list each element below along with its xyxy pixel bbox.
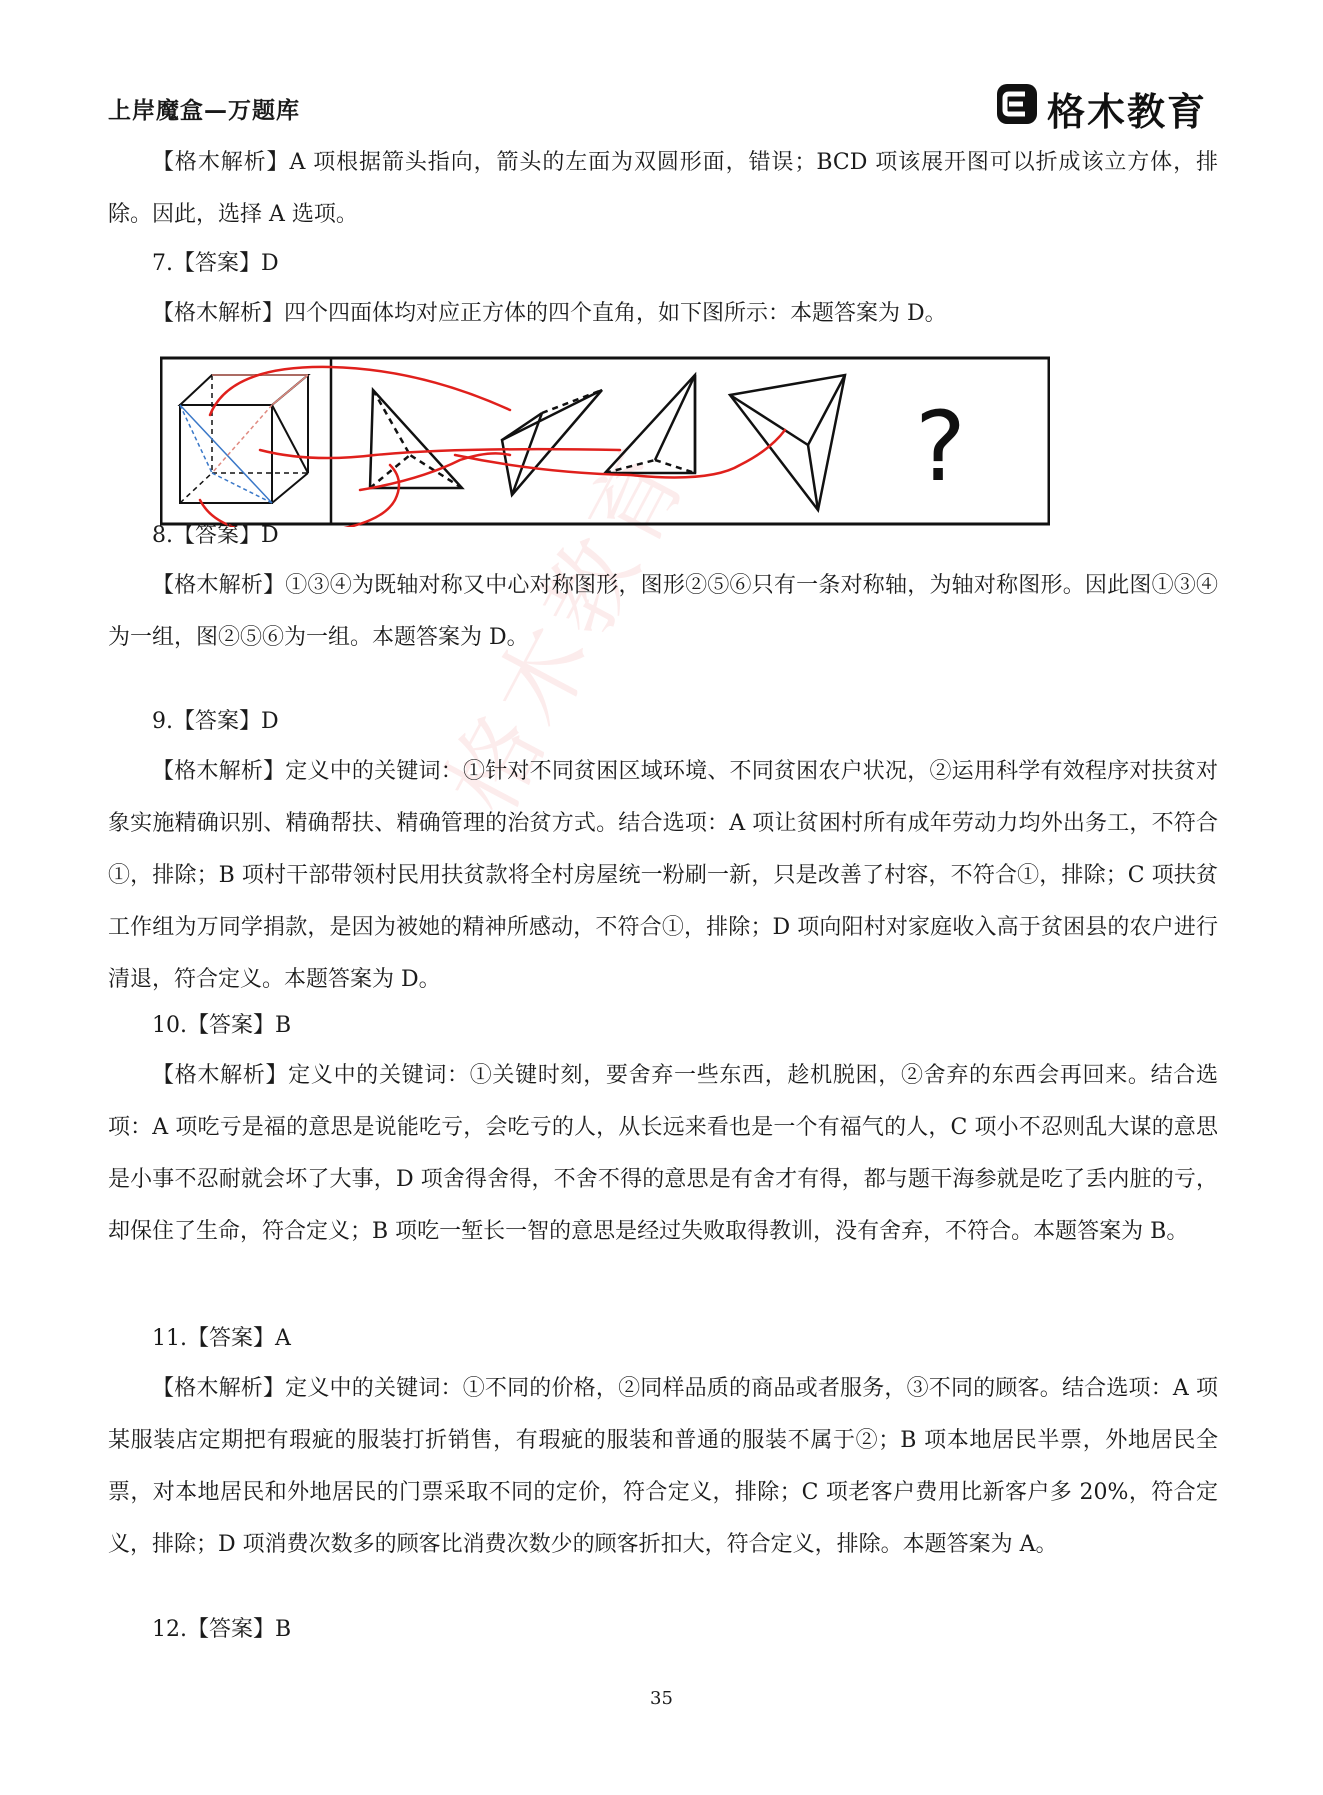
q9-answer: 9.【答案】D (152, 709, 279, 734)
q7-answer: 7.【答案】D (152, 251, 279, 276)
q12-answer: 12.【答案】B (152, 1617, 292, 1642)
cube-diagram (180, 375, 308, 503)
q11-answer: 11.【答案】A (152, 1326, 291, 1351)
tetrahedron-2 (502, 390, 602, 495)
watermark: 格木教育 (427, 426, 710, 830)
q10-explanation: 【格木解析】定义中的关键词：①关键时刻，要舍弃一些东西，趁机脱困，②舍弃的东西会再回来。结合选项：A 项吃亏是福的意思是说能吃亏，会吃亏的人，从长远来看也是一个有福气的人，C 项小不忍则乱大谋的意思是小事不忍耐就会坏了大事，D 项舍得舍得，不舍不得的意思是有舍才有得，都与题干海参就是吃了丢内脏的亏，却保住了生命，符合定义；B 项吃一堑长一智的意思是经过失败取得教训，没有舍弃，不符合。本题答案为 B。 (108, 1063, 1218, 1244)
q11-explanation: 【格木解析】定义中的关键词：①不同的价格，②同样品质的商品或者服务，③不同的顾客。结合选项：A 项某服装店定期把有瑕疵的服装打折销售，有瑕疵的服装和普通的服装不属于②；B 项本地居民半票，外地居民全票，对本地居民和外地居民的门票采取不同的定价，符合定义，排除；C 项老客户费用比新客户多 20%，符合定义，排除；D 项消费次数多的顾客比消费次数少的顾客折扣大，符合定义，排除。本题答案为 A。 (108, 1376, 1218, 1557)
tetrahedron-figure (160, 355, 1050, 527)
tetrahedron-3 (605, 375, 695, 473)
q10-answer: 10.【答案】B (152, 1013, 292, 1038)
q9-explanation: 【格木解析】定义中的关键词：①针对不同贫困区域环境、不同贫困农户状况，②运用科学有效程序对扶贫对象实施精确识别、精确帮扶、精确管理的治贫方式。结合选项：A 项让贫困村所有成年劳动力均外出务工，不符合①，排除；B 项村干部带领村民用扶贫款将全村房屋统一粉刷一新，只是改善了村容，不符合①，排除；C 项扶贫工作组为万同学捐款，是因为被她的精神所感动，不符合①，排除；D 项向阳村对家庭收入高于贫困县的农户进行清退，符合定义。本题答案为 D。 (108, 759, 1218, 992)
question-mark: ? (915, 391, 966, 503)
logo-text: 格木教育 (1047, 90, 1208, 134)
q8-explanation: 【格木解析】①③④为既轴对称又中心对称图形，图形②⑤⑥只有一条对称轴，为轴对称图形。因此图①③④为一组，图②⑤⑥为一组。本题答案为 D。 (108, 573, 1218, 650)
q8-answer: 8.【答案】D (152, 523, 279, 548)
header-title: 上岸魔盒—万题库 (108, 98, 300, 124)
tetrahedron-4 (730, 375, 845, 510)
paragraph-q6-explanation: 【格木解析】A 项根据箭头指向，箭头的左面为双圆形面，错误；BCD 项该展开图可以折成该立方体，排除。因此，选择 A 选项。 (108, 150, 1218, 227)
logo-icon (997, 84, 1037, 124)
q7-explanation: 【格木解析】四个四面体均对应正方体的四个直角，如下图所示：本题答案为 D。 (152, 301, 947, 326)
tetrahedron-1 (370, 390, 462, 488)
page-number: 35 (650, 1688, 673, 1709)
